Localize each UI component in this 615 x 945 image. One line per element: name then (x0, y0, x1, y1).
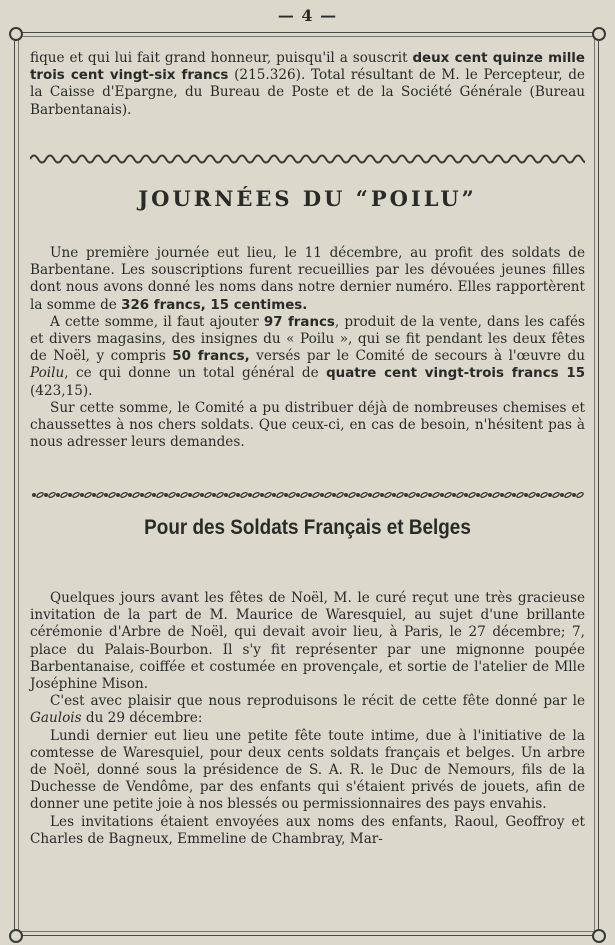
bold-amount: quatre cent vingt-trois francs 15 (326, 366, 586, 382)
text-run: , ce qui donne un total général de (64, 365, 327, 382)
section-poilu-body (30, 245, 585, 451)
section-title-poilu: JOURNÉES DU “POILU” (138, 186, 477, 211)
bold-amount: 97 francs (263, 314, 335, 330)
italic-term: Poilu (30, 365, 65, 382)
paragraph (30, 693, 585, 727)
text-run: Une première journée eut lieu, le 11 décembre, au profit des soldats de Barbentane. Les souscriptions furent recueillies par les dévouées jeunes filles dont nous avons donné les noms dans notre dernier numéro. Elles rapportèrent la somme de (30, 245, 585, 313)
section-title-soldats: Pour des Soldats Français et Belges (144, 516, 471, 539)
paragraph: Les invitations étaient envoyées aux noms des enfants, Raoul, Geoffroy et Charles de Bagneux, Emmeline de Chambray, Mar- (30, 813, 585, 847)
corner-ornament-icon (592, 27, 606, 41)
corner-ornament-icon (9, 929, 23, 943)
text-run: , produit de la vente, dans les cafés et divers magasins, des insignes du « Poilu », qui se fit pendant les deux fêtes de Noël, y compris (30, 313, 586, 365)
text-run: (215.326). Total résultant de M. le Percepteur, de la Caisse d'Epargne, du Bureau de Poste et de la Société Générale (Bureau Barbentanais). (30, 67, 585, 118)
bold-amount: 50 francs, (172, 349, 250, 365)
continued-paragraph (30, 50, 585, 119)
text-run: fique et qui lui fait grand honneur, puisqu'il a souscrit (30, 50, 413, 66)
italic-term: Gaulois (30, 710, 82, 727)
paragraph: Sur cette somme, le Comité a pu distribuer déjà de nombreuses chemises et chaussettes à nos chers soldats. Que ceux-ci, en cas de besoin, n'hésitent pas à nous adresser leurs demandes. (30, 399, 585, 451)
page-number: — 4 — (277, 6, 338, 25)
floral-divider-icon (30, 488, 585, 502)
text-run: du 29 décembre: (81, 710, 203, 727)
text-run: versés par le Comité de secours à l'œuvre du (249, 348, 585, 365)
paragraph (30, 245, 585, 314)
text-run: (423,15). (30, 382, 93, 399)
bold-amount: deux cent quinze mille trois cent vingt-six francs (30, 51, 585, 84)
corner-ornament-icon (592, 929, 606, 943)
paragraph (30, 314, 585, 400)
corner-ornament-icon (9, 27, 23, 41)
paragraph: Quelques jours avant les fêtes de Noël, M. le curé reçut une très gracieuse invitation de la part de M. Maurice de Waresquiel, au sujet d'une brillante cérémonie d'Arbre de Noël, qui devait avoir lieu, à Paris, le 27 décembre; 7, place du Palais-Bourbon. Il s'y fit représenter par une mignonne poupée Barbentanaise, coiffée et costumée en provençale, et sortie de l'atelier de Mlle Joséphine Mison. (30, 590, 585, 693)
wave-divider-icon (30, 152, 585, 166)
text-run: C'est avec plaisir que nous reproduisons le récit de cette fête donné par le (50, 693, 585, 710)
text-run: A cette somme, il faut ajouter (50, 313, 264, 330)
bold-amount: 326 francs, 15 centimes. (121, 297, 308, 313)
section-soldats-body (30, 590, 585, 848)
paragraph: Lundi dernier eut lieu une petite fête toute intime, due à l'initiative de la comtesse de Waresquiel, pour deux cents soldats français et belges. Un arbre de Noël, donné sous la présidence de S. A. R. le Duc de Nemours, fils de la Duchesse de Vendôme, par des enfants qui s'étaient privés de jouets, afin de donner une petite joie à nos blessés ou permissionnaires des pays envahis. (30, 727, 585, 813)
